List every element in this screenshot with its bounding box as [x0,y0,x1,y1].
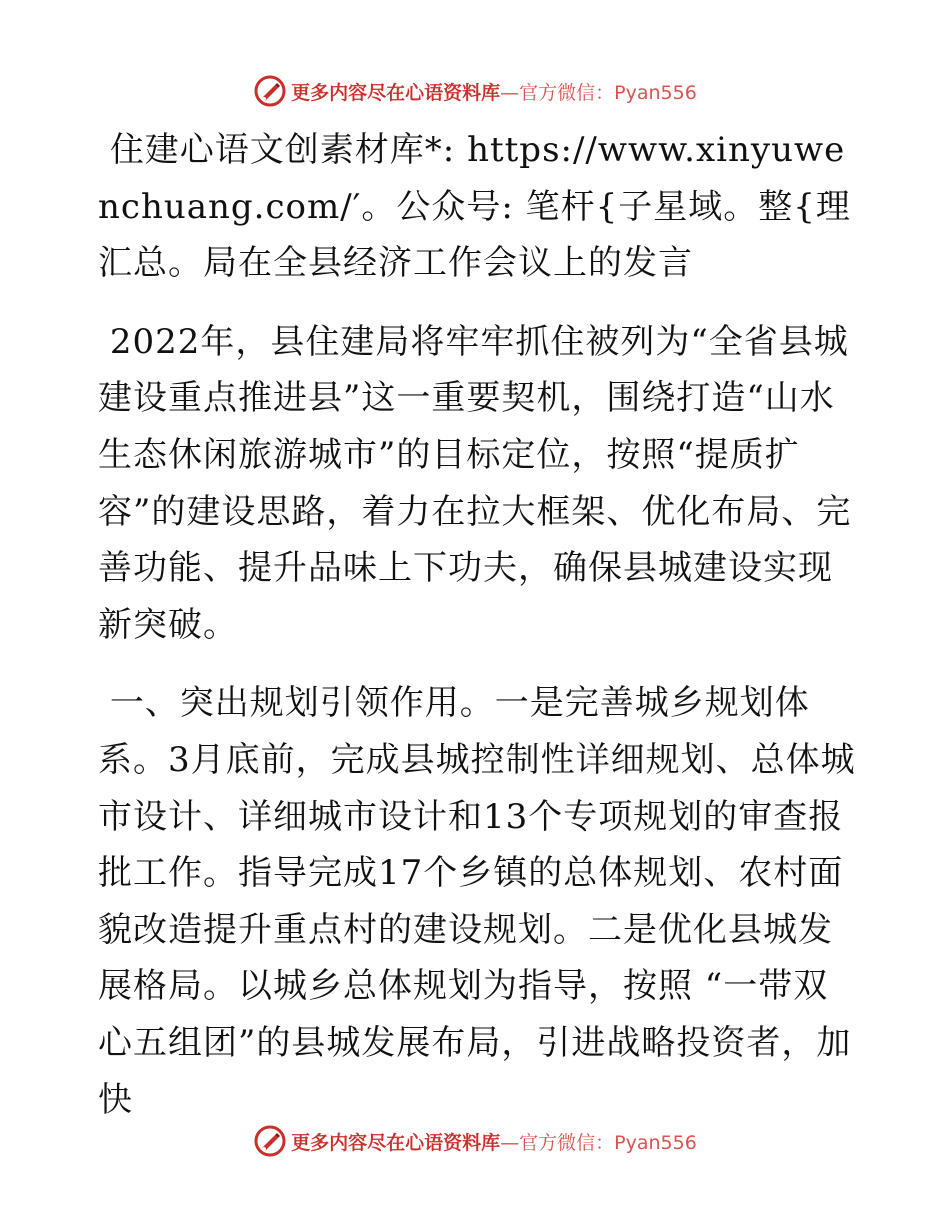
footer-banner [0,1119,950,1163]
document-body [98,122,858,1128]
pen-logo-icon [253,74,287,108]
footer-banner-text: 更多内容尽在心语资料库—官方微信：Pyan556 [291,1131,697,1154]
header-banner [0,69,950,113]
body-paragraph-2: 一、突出规划引领作用。一是完善城乡规划体系。3月底前，完成县城控制性详细规划、总体城市设计、详细城市设计和13个专项规划的审查报批工作。指导完成17个乡镇的总体规划、农村面貌改造提升重点村的建设规划。二是优化县城发展格局。以城乡总体规划为指导，按照 “一带双心五组团”的县城发展布局，引进战略投资者，加快 [98,683,856,1120]
pen-logo-icon [253,1124,287,1158]
body-paragraph-1: 2022年，县住建局将牢牢抓住被列为“全省县城建设重点推进县”这一重要契机，围绕打造“山水生态休闲旅游城市”的目标定位，按照“提质扩容”的建设思路，着力在拉大框架、优化布局、完善功能、提升品味上下功夫，确保县城建设实现新突破。 [98,321,852,645]
header-banner-text: 更多内容尽在心语资料库—官方微信：Pyan556 [291,81,697,104]
intro-paragraph: 住建心语文创素材库*: https://www.xinyuwenchuang.com/′。公众号: 笔杆{子星域。整{理汇总。局在全县经济工作会议上的发言 [98,130,851,284]
